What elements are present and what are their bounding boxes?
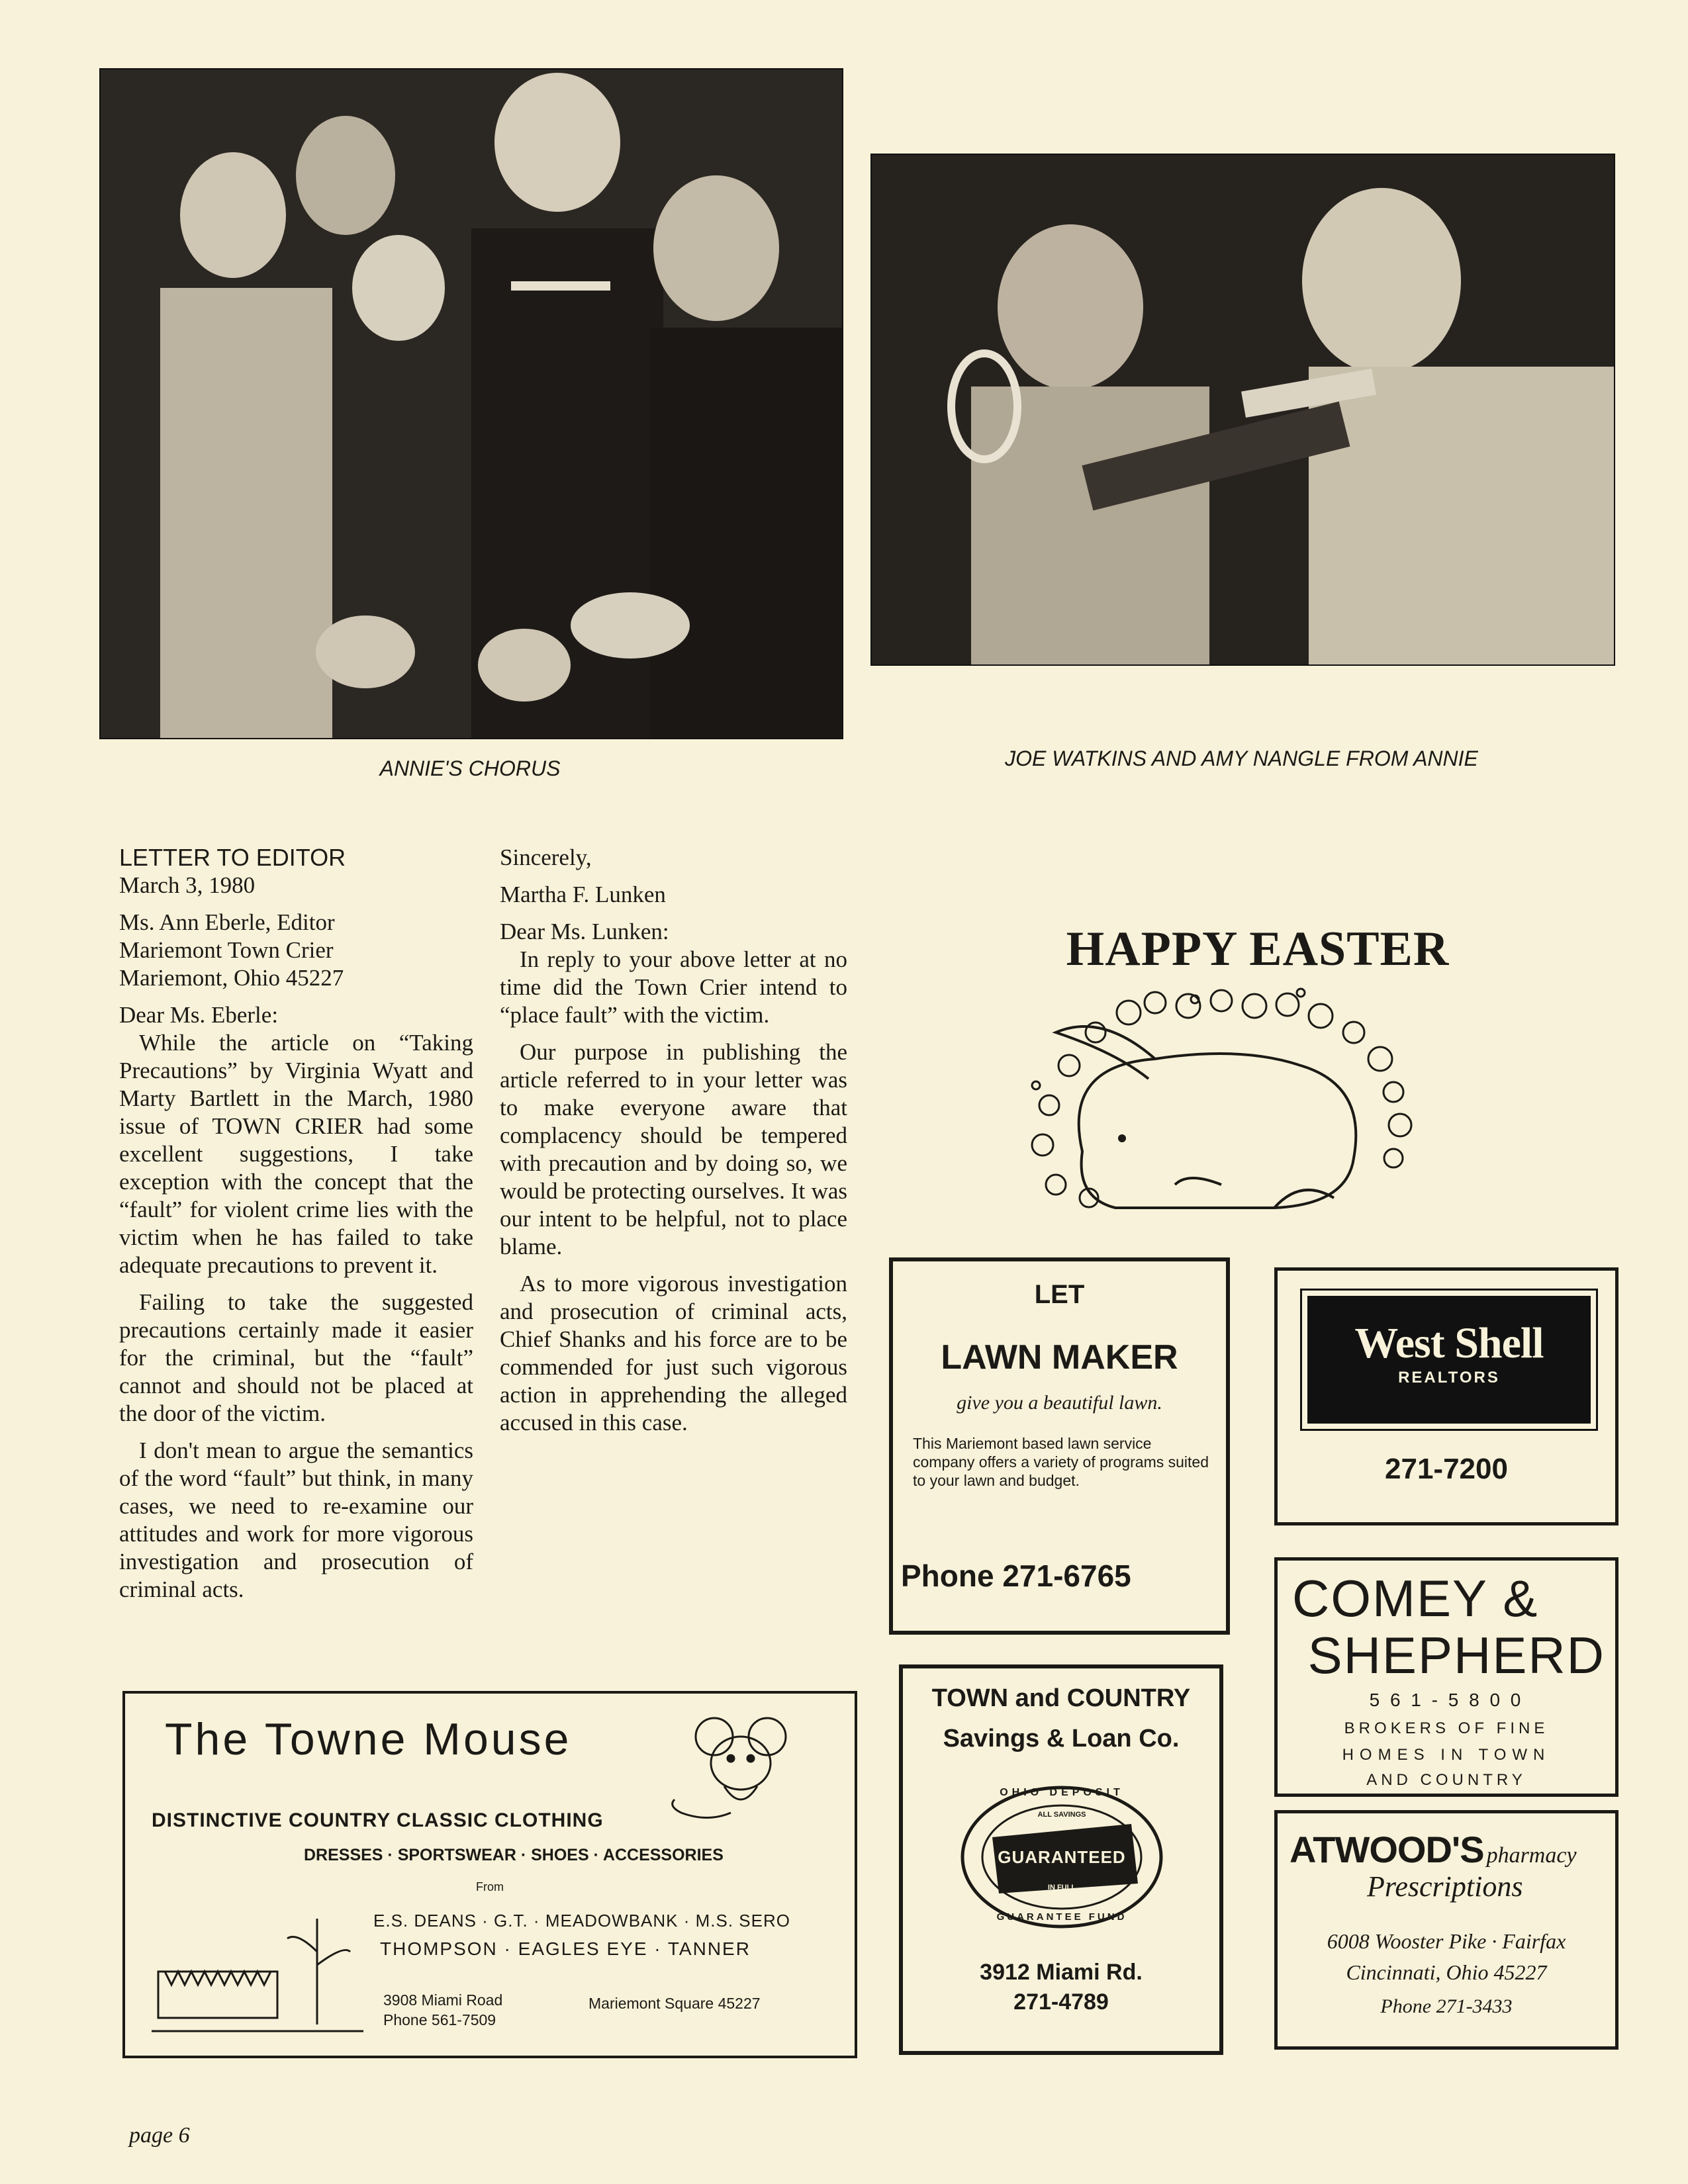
town-country-address: 3912 Miami Rd. (980, 1960, 1143, 1985)
atwoods-address-1: 6008 Wooster Pike · Fairfax (1327, 1929, 1566, 1953)
towne-mouse-brands-1: E.S. DEANS · G.T. · MEADOWBANK · M.S. SERO (373, 1911, 790, 1931)
comey-phone: 5 6 1 - 5 8 0 0 (1369, 1690, 1524, 1710)
watkins-nangle-image (872, 155, 1614, 664)
letter-paragraph: Failing to take the suggested precautions certainly made it easier for the criminal, but the “fault” cannot and should not be placed at the door of the victim. (119, 1289, 473, 1426)
atwoods-address-2: Cincinnati, Ohio 45227 (1346, 1960, 1547, 1984)
comey-text-1: BROKERS OF FINE (1344, 1719, 1549, 1737)
towne-mouse-brands-2: THOMPSON · EAGLES EYE · TANNER (380, 1938, 751, 1959)
seal-bottom-text: GUARANTEE FUND (996, 1911, 1127, 1923)
towne-mouse-address-3: Mariemont Square 45227 (588, 1995, 761, 2012)
west-shell-sub: REALTORS (1398, 1369, 1500, 1387)
letter-heading: LETTER TO EDITOR (119, 844, 346, 871)
comey-shepherd-ad (1274, 1557, 1618, 1797)
west-shell-name: West Shell (1354, 1319, 1544, 1367)
atwoods-name: ATWOOD'S (1289, 1829, 1484, 1870)
easter-bunny-illustration (1023, 986, 1413, 1218)
town-country-ad (899, 1664, 1223, 2055)
atwoods-phone: Phone 271-3433 (1380, 1995, 1513, 2017)
town-country-phone: 271-4789 (1013, 1989, 1109, 2015)
comey-line2: SHEPHERD (1307, 1626, 1605, 1684)
letter-signature: Martha F. Lunken (500, 882, 666, 907)
bunny-icon (1023, 986, 1413, 1218)
letter-paragraph: I don't mean to argue the semantics of the word “fault” but think, in many cases, we need to re-examine our attitudes and work for more vigorous investigation and prosecution of criminal acts. (119, 1437, 473, 1602)
letter-address-line: Mariemont Town Crier (119, 937, 334, 963)
annies-chorus-image (101, 69, 842, 738)
seal-top-text: OHIO DEPOSIT (1000, 1787, 1124, 1798)
town-country-line1: TOWN and COUNTRY (931, 1684, 1191, 1712)
comey-line1: COMEY & (1292, 1569, 1539, 1627)
towne-mouse-address-1: 3908 Miami Road (383, 1991, 503, 2009)
deposit-seal (959, 1784, 1164, 1930)
atwoods-ad (1274, 1810, 1618, 2050)
photo-caption-left: ANNIE'S CHORUS (379, 756, 561, 780)
storefront-icon (152, 1912, 363, 2044)
towne-mouse-items: DRESSES · SPORTSWEAR · SHOES · ACCESSORIES (304, 1846, 724, 1864)
lawn-ad-tagline: give you a beautiful lawn. (957, 1392, 1162, 1414)
letter-salutation: Dear Ms. Eberle: (119, 1002, 279, 1028)
lawn-ad-phone: Phone 271-6765 (901, 1559, 1131, 1593)
lawn-ad-name: LAWN MAKER (941, 1338, 1178, 1377)
reply-paragraph: Our purpose in publishing the article referred to in your letter was to make everyone aware that complacency should be tempered with precaution and by doing so, we would be protecting ourselves. It was our intent to be helpful, not to place blame. (500, 1039, 847, 1259)
mouse-icon (668, 1707, 827, 1833)
seal-small-text-2: IN FULL (1047, 1884, 1076, 1891)
photo-caption-right: JOE WATKINS AND AMY NANGLE FROM ANNIE (1005, 747, 1478, 770)
towne-mouse-tagline: DISTINCTIVE COUNTRY CLASSIC CLOTHING (152, 1809, 604, 1831)
towne-mouse-name: The Towne Mouse (165, 1714, 572, 1764)
letter-closing: Sincerely, (500, 844, 592, 870)
towne-mouse-ad (122, 1691, 857, 2058)
towne-mouse-address-2: Phone 561-7509 (383, 2011, 496, 2028)
comey-text-2: HOMES IN TOWN (1342, 1746, 1551, 1764)
town-country-line2: Savings & Loan Co. (943, 1725, 1180, 1752)
storefront-illustration (152, 1912, 363, 2044)
reply-paragraph: As to more vigorous investigation and prosecution of criminal acts, Chief Shanks and his force are to be commended for just such vigorous action in apprehending the alleged accused in this case. (500, 1271, 847, 1435)
seal-small-text: ALL SAVINGS (1037, 1811, 1086, 1819)
towne-mouse-from: From (476, 1880, 504, 1893)
letter-address-line: Mariemont, Ohio 45227 (119, 965, 344, 991)
watkins-nangle-photo (870, 154, 1615, 666)
lawn-ad-let: LET (1034, 1280, 1085, 1309)
letter-column-1 (119, 844, 473, 1613)
lawn-maker-ad (889, 1257, 1230, 1635)
west-shell-logo (1307, 1296, 1591, 1424)
annies-chorus-photo (99, 68, 843, 739)
lawn-ad-body: This Mariemont based lawn service company offers a variety of programs suited to your lawn and budget. (913, 1435, 1209, 1489)
atwoods-pharmacy: pharmacy (1486, 1843, 1577, 1868)
page-number: page 6 (129, 2123, 190, 2148)
letter-address-line: Ms. Ann Eberle, Editor (119, 909, 335, 935)
reply-salutation: Dear Ms. Lunken: (500, 919, 669, 944)
letter-paragraph: While the article on “Taking Precautions” by Virginia Wyatt and Marty Bartlett in the March, 1980 issue of TOWN CRIER had some excellent suggestions, I take exception with the concept that the “fault” for violent crime lies with the victim when he has failed to take adequate precautions to prevent it. (119, 1030, 473, 1278)
comey-text-3: AND COUNTRY (1366, 1771, 1526, 1789)
atwoods-header (1289, 1828, 1577, 1871)
letter-column-2 (500, 844, 847, 1446)
atwoods-script: Prescriptions (1367, 1870, 1523, 1903)
reply-paragraph: In reply to your above letter at no time did the Town Crier intend to “place fault” with the victim. (500, 946, 847, 1028)
letter-date: March 3, 1980 (119, 872, 256, 898)
mouse-illustration (668, 1707, 827, 1833)
easter-title: HAPPY EASTER (1066, 922, 1450, 976)
west-shell-ad (1274, 1267, 1618, 1525)
seal-mid-text: GUARANTEED (998, 1847, 1126, 1867)
west-shell-phone: 271-7200 (1385, 1453, 1508, 1485)
